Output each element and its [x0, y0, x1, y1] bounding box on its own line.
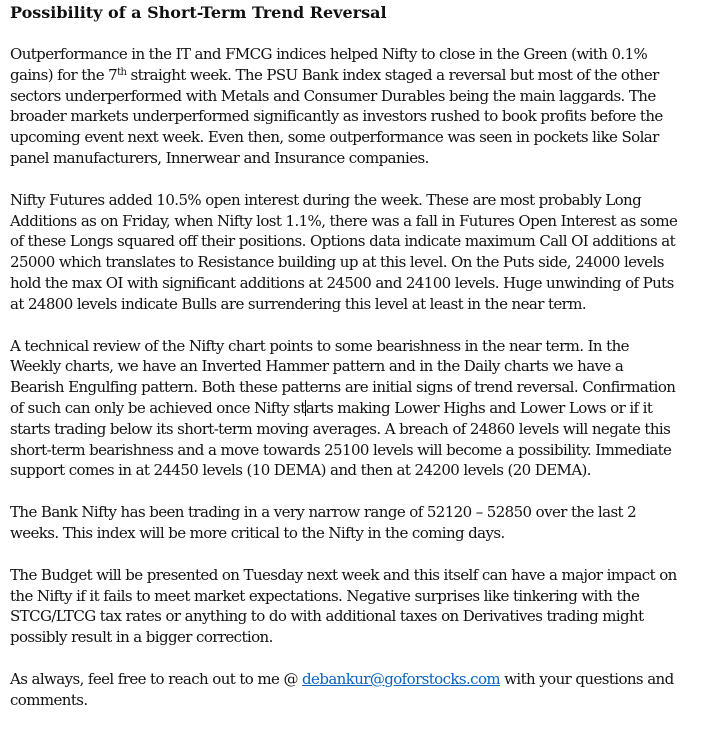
email-link[interactable]: debankur@goforstocks.com [302, 669, 501, 688]
paragraph-budget: The Budget will be presented on Tuesday next week and this itself can have a major impact on the Nifty if it fails to meet market expectations. Negative surprises like tinkering with the STCG/LTCG tax rates or anything to do with additional taxes on Derivatives trading might possibly result in a bigger correction. [10, 565, 677, 647]
paragraph-text: straight week. The PSU Bank index staged a reversal but most of the other sectors underperformed with Metals and Consumer Durables being the main laggards. The broader markets underperformed significantly as investors rushed to book profits before the upcoming event next week. Even then, some outperformance was seen in pockets like Solar panel manufacturers, Innerwear and Insurance companies. [10, 65, 663, 167]
document-body [10, 3, 680, 732]
document-title: Possibility of a Short-Term Trend Reversal [10, 3, 387, 22]
paragraph-technical-review [10, 336, 680, 482]
paragraph-text: arts making Lower Highs and Lower Lows or if it starts trading below its short-term moving averages. A breach of 24860 levels will negate this short-term bearishness and a move towards 25100 levels will become a possibility. Immediate support comes in at 24450 levels (10 DEMA) and then at 24200 levels (20 DEMA). [10, 398, 672, 480]
superscript-ordinal: th [117, 66, 127, 78]
paragraph-market-summary [10, 44, 680, 169]
paragraph-text: A technical review of the Nifty chart points to some bearishness in the near term. In the Weekly charts, we have an Inverted Hammer pattern and in the Daily charts we have a Bearish Engulfing pattern. Both these patterns are initial signs of trend reversal. Confirmation of such can only be achieved once Nifty st [10, 336, 676, 417]
paragraph-text: with your questions and comments. [10, 669, 674, 709]
paragraph-contact [10, 669, 680, 711]
paragraph-text: Outperformance in the IT and FMCG indices helped Nifty to close in the Green (with 0.1% gains) for the 7 [10, 45, 648, 84]
paragraph-bank-nifty: The Bank Nifty has been trading in a very narrow range of 52120 – 52850 over the last 2 weeks. This index will be more critical to the Nifty in the coming days. [10, 503, 637, 542]
paragraph-text: As always, feel free to reach out to me @ [10, 669, 303, 688]
paragraph-futures-options: Nifty Futures added 10.5% open interest during the week. These are most probably Long Additions as on Friday, when Nifty lost 1.1%, there was a fall in Futures Open Interest as some of these Longs squared off their positions. Options data indicate maximum Call OI additions at 25000 which translates to Resistance building up at this level. On the Puts side, 24000 levels hold the max OI with significant additions at 24500 and 24100 levels. Huge unwinding of Puts at 24800 levels indicate Bulls are surrendering this level at least in the near term. [10, 190, 678, 313]
